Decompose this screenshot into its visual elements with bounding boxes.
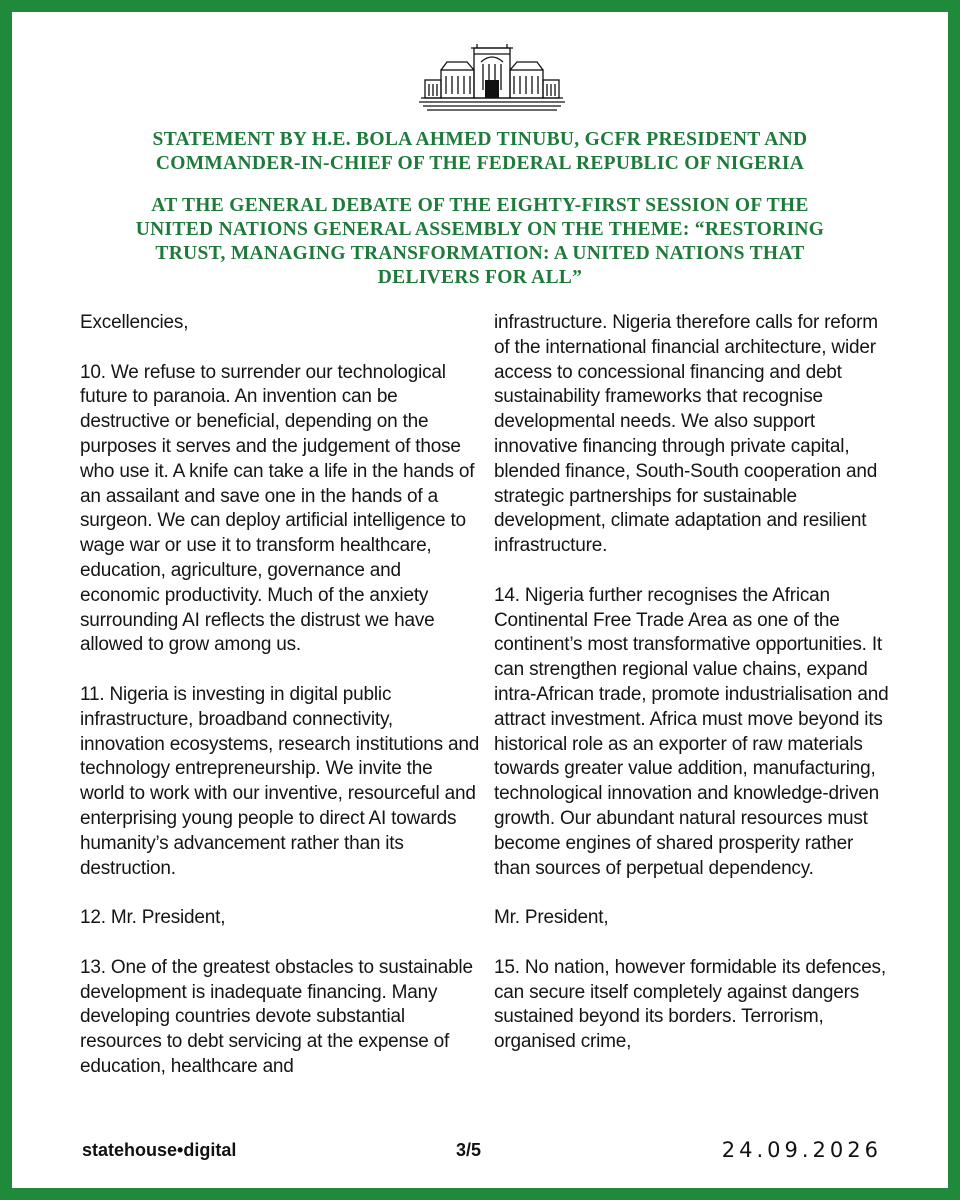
paragraph-12: 12. Mr. President,	[80, 907, 226, 929]
statement-title-block	[112, 128, 848, 290]
mr-president-salutation: Mr. President,	[494, 907, 609, 929]
paragraph-14: 14. Nigeria further recognises the African Continental Free Trade Area as one of the continent’s most transformative opportunities. It can strengthen regional value chains, expand intra-African trade, promote industrialisation and attract investment. Africa must move beyond its historical role as an exporter of raw materials towards greater value addition, manufacturing, technological innovation and knowledge-driven growth. Our abundant natural resources must become engines of shared prosperity rather than sources of perpetual dependency.	[494, 584, 889, 879]
salutation: Excellencies,	[80, 312, 189, 333]
statement-subtitle: AT THE GENERAL DEBATE OF THE EIGHTY-FIRST SESSION OF THE UNITED NATIONS GENERAL ASSEMBLY ON THE THEME: “RESTORING TRUST, MANAGING TRANSFORMATION: A UNITED NATIONS THAT DELIVERS FOR ALL”	[135, 195, 825, 288]
footer	[12, 1140, 948, 1170]
state-house-building-icon	[419, 40, 565, 112]
paragraph-11: 11. Nigeria is investing in digital public infrastructure, broadband connectivity, innovation ecosystems, research institutions and technology entrepreneurship. We invite the world to work with our inventive, resourceful and enterprising young people to direct AI towards humanity’s advancement rather than its destruction.	[80, 683, 480, 879]
brand-label: statehouse•digital	[82, 1140, 237, 1160]
paragraph-13: 13. One of the greatest obstacles to sustainable development is inadequate financing. Many developing countries devote substantial resources to debt servicing at the expense of education, healthcare and	[80, 956, 473, 1077]
paragraph-15: 15. No nation, however formidable its defences, can secure itself completely against dangers sustained beyond its borders. Terrorism, organised crime,	[494, 956, 886, 1053]
page-number: 3/5	[456, 1140, 482, 1160]
statement-title: STATEMENT BY H.E. BOLA AHMED TINUBU, GCFR PRESIDENT AND COMMANDER-IN-CHIEF OF THE FEDERAL REPUBLIC OF NIGERIA	[152, 129, 808, 174]
paragraph-13-continued: infrastructure. Nigeria therefore calls for reform of the international financial architecture, wider access to concessional financing and debt sustainability frameworks that recognise developmental needs. We also support innovative financing through private capital, blended finance, South-South cooperation and strategic partnerships for sustainable development, climate adaptation and resilient infrastructure.	[494, 312, 878, 557]
date-label: 24.09.2026	[721, 1138, 882, 1162]
paragraph-10: 10. We refuse to surrender our technological future to paranoia. An invention can be destructive or beneficial, depending on the purposes it serves and the judgement of those who use it. A knife can take a life in the hands of an assailant and save one in the hands of a surgeon. We can deploy artificial intelligence to wage war or use it to transform healthcare, education, agriculture, governance and economic productivity. Much of the anxiety surrounding AI reflects the distrust we have allowed to grow among us.	[80, 361, 475, 656]
left-column	[80, 311, 480, 1105]
right-column	[494, 311, 894, 1080]
document-page	[12, 12, 948, 1188]
